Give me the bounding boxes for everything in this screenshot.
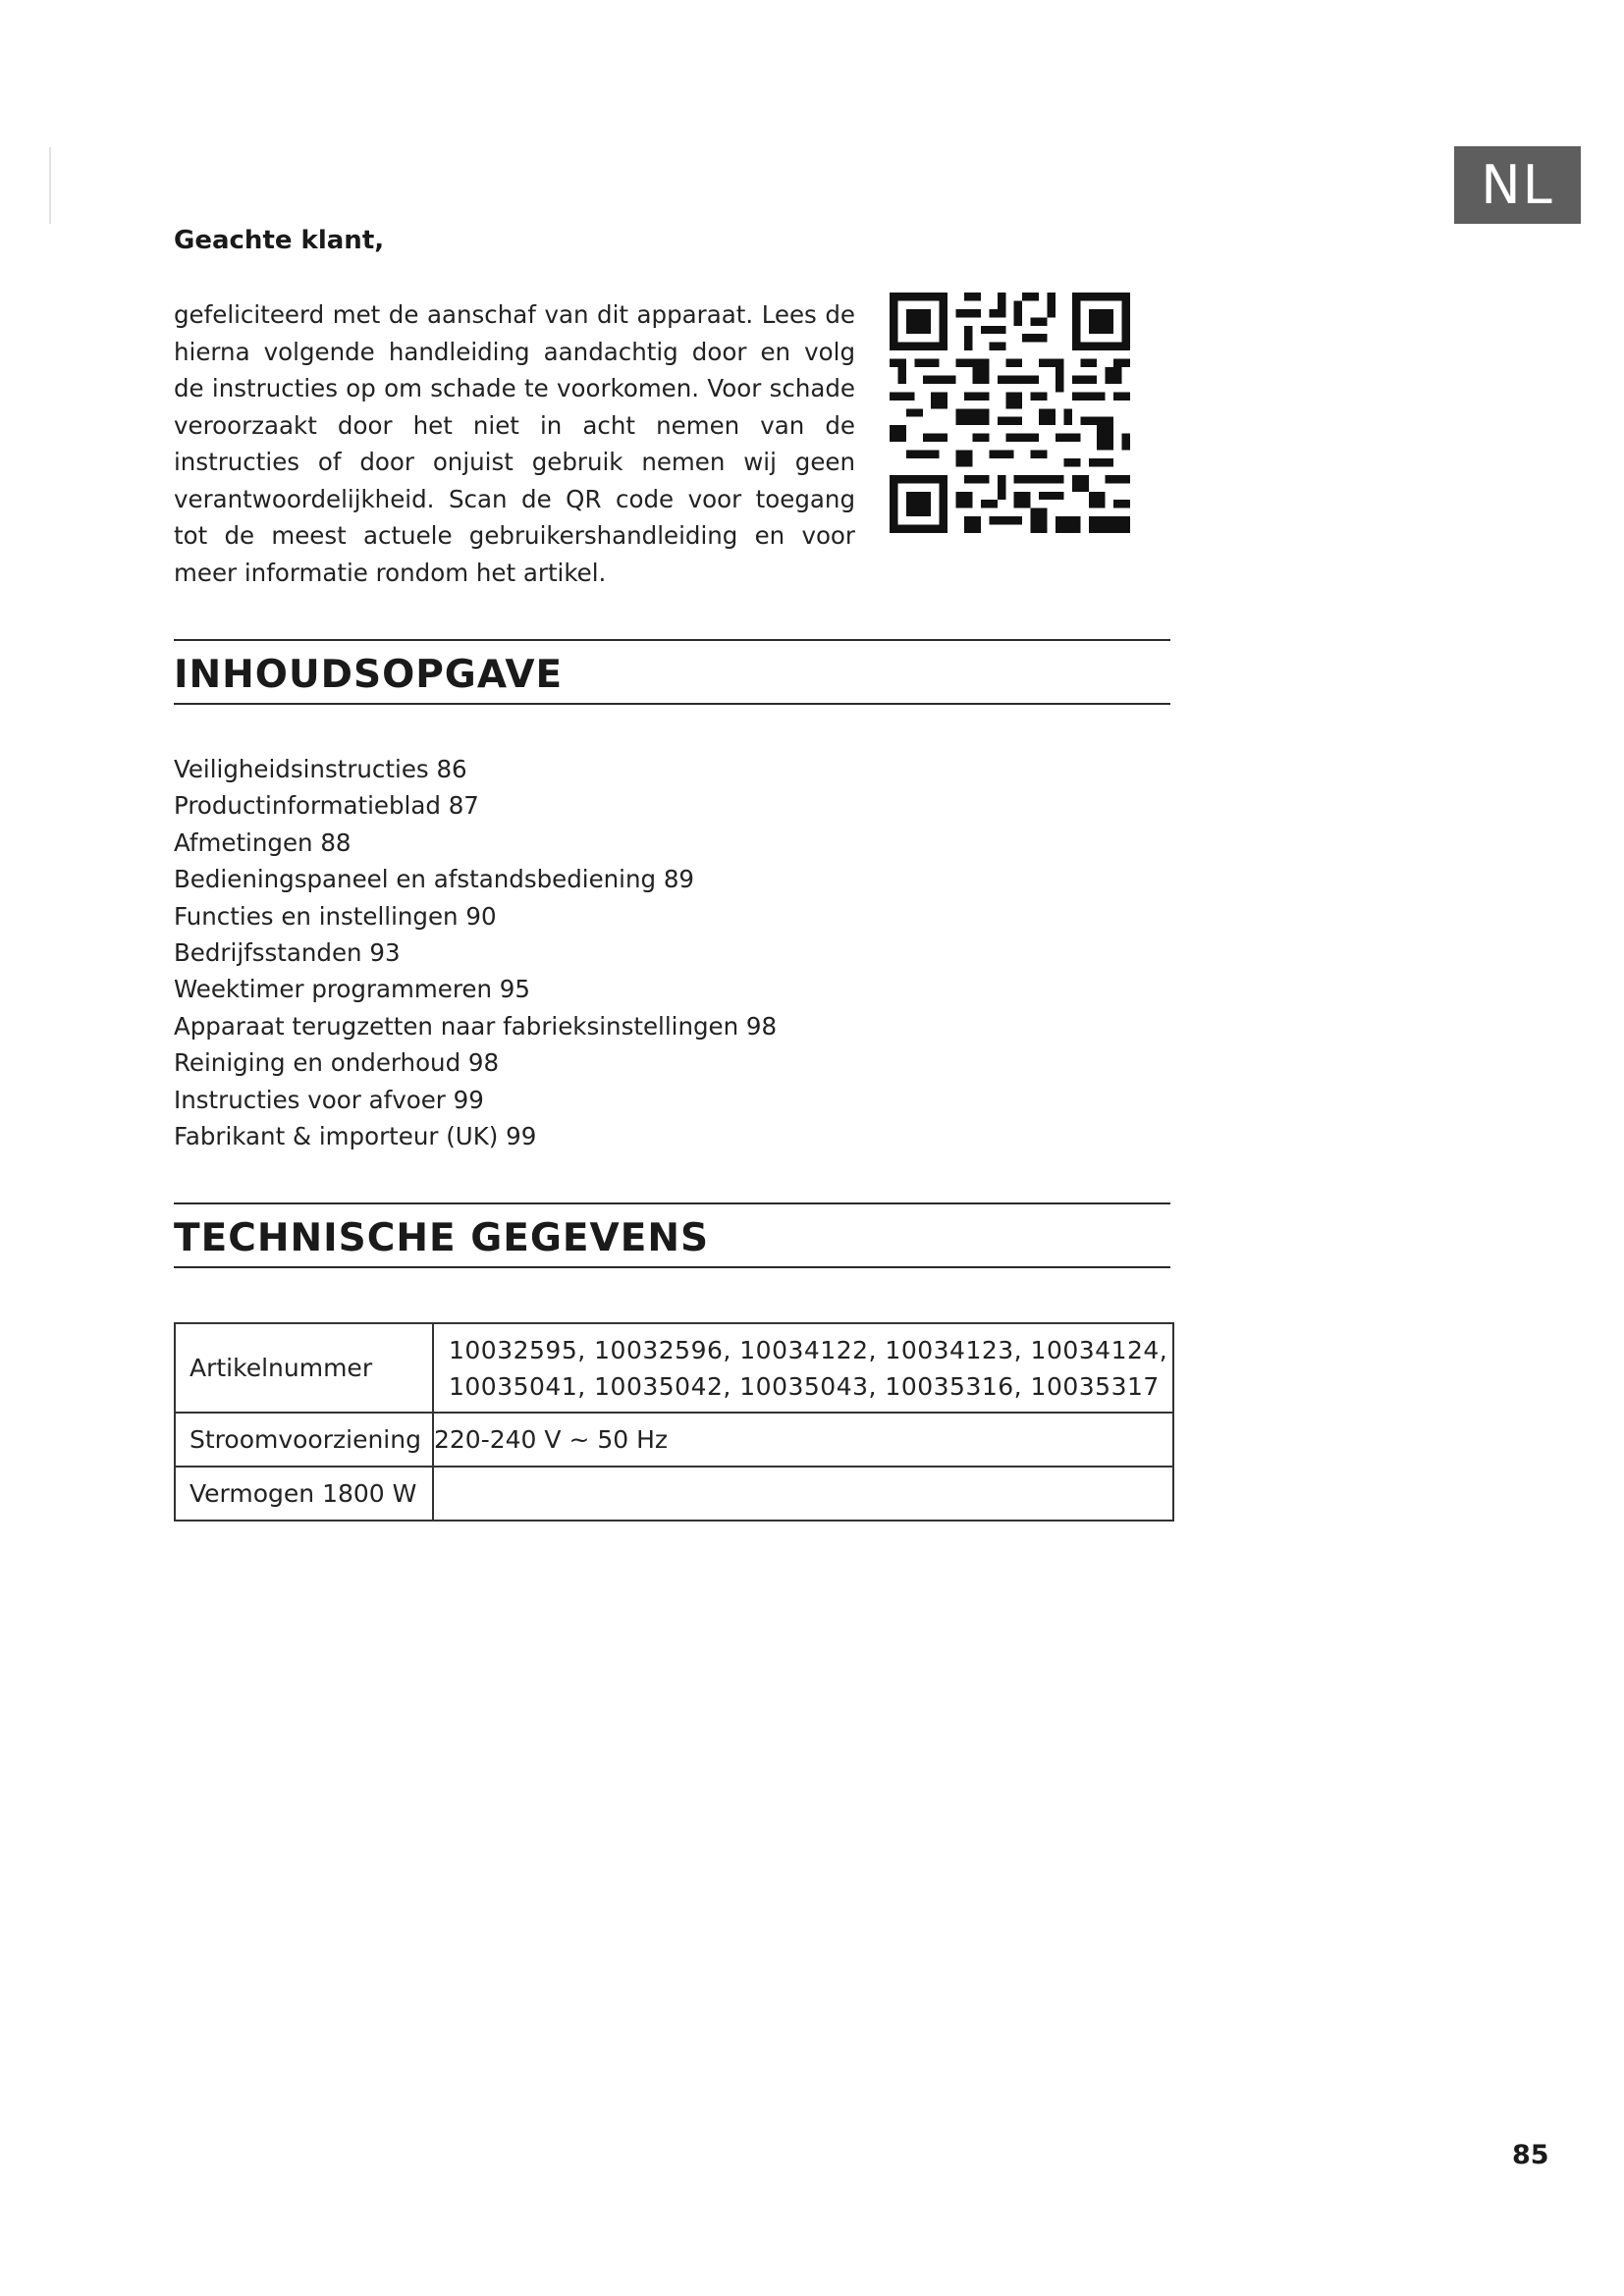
power-supply-label: Stroomvoorziening [175,1413,433,1467]
margin-rule [49,147,51,224]
article-label: Artikelnummer [175,1323,433,1413]
toc-item: Productinformatieblad 87 [174,791,479,821]
power-supply-value: 220-240 V ~ 50 Hz [433,1413,1173,1467]
toc-heading-band [174,639,1170,705]
table-of-contents [174,751,777,1154]
toc-item: Veiligheidsinstructies 86 [174,755,467,783]
greeting: Geachte klant, [174,226,385,255]
toc-item: Apparaat terugzetten naar fabrieksinstellingen 98 [174,1011,778,1041]
article-numbers [433,1323,1173,1413]
power-label: Vermogen 1800 W [175,1467,433,1521]
toc-item: Functies en instellingen 90 [174,901,497,931]
specs-heading-band [174,1202,1170,1268]
language-tab: NL [1454,146,1581,224]
specs-table [174,1322,1174,1522]
toc-item: Fabrikant & importeur (UK) 99 [174,1122,537,1151]
table-row [175,1413,1173,1467]
article-numbers-line: 10035041, 10035042, 10035043, 10035316, 10035317 [449,1371,1160,1401]
toc-item: Bedieningspaneel en afstandsbediening 89 [174,865,695,894]
page-number: 85 [1512,2140,1549,2170]
table-row [175,1467,1173,1521]
specs-title: TECHNISCHE GEGEVENS [174,1216,710,1260]
qr-code [890,293,1130,533]
intro-paragraph: gefeliciteerd met de aanschaf van dit apparaat. Lees de hierna volgende handleiding aandachtig door en volg de instructies op om schade te voorkomen. Voor schade veroorzaakt door het niet in acht nemen van de instructies of door onjuist gebruik nemen wij geen verantwoordelijkheid. Scan de QR code voor toegang tot de meest actuele gebruikershandleiding en voor meer informatie rondom het artikel. [174,300,855,587]
toc-item: Instructies voor afvoer 99 [174,1085,484,1114]
toc-item: Weektimer programmeren 95 [174,975,530,1004]
toc-item: Reiniging en onderhoud 98 [174,1048,500,1078]
article-numbers-line: 10032595, 10032596, 10034122, 10034123, 10034124, [449,1335,1168,1364]
toc-item: Afmetingen 88 [174,828,352,857]
power-value [433,1467,1173,1521]
table-row [175,1323,1173,1413]
toc-item: Bedrijfsstanden 93 [174,938,401,968]
toc-title: INHOUDSOPGAVE [174,653,564,697]
